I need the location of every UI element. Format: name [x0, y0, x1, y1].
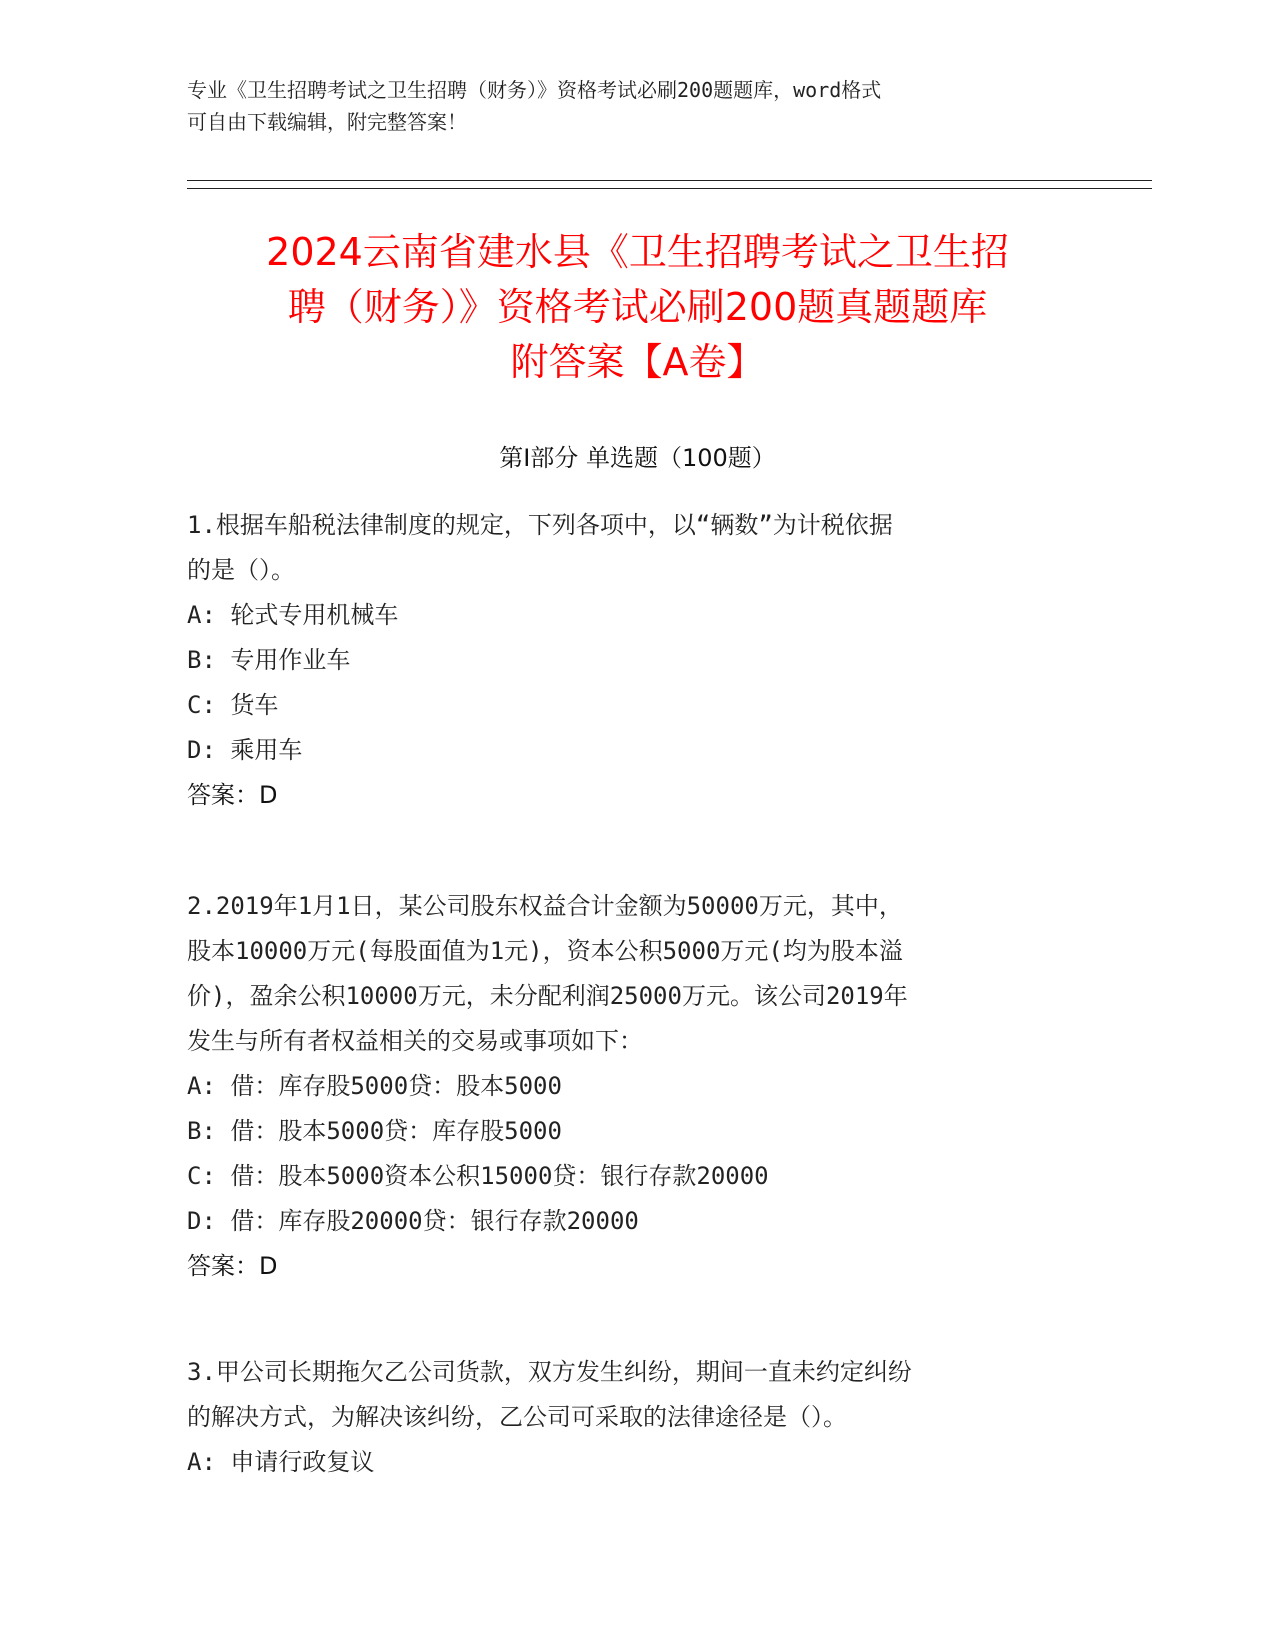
question-stem: 股本10000万元(每股面值为1元)，资本公积5000万元(均为股本溢	[187, 937, 903, 965]
question-stem: 发生与所有者权益相关的交易或事项如下：	[187, 1027, 643, 1055]
section-title: 第I部分 单选题（100题）	[499, 444, 776, 472]
option-c: C: 货车	[187, 691, 279, 719]
answer: 答案：D	[187, 1252, 278, 1280]
header-note-line: 可自由下载编辑，附完整答案！	[187, 110, 467, 134]
question-1	[187, 503, 1067, 818]
title-line: 2024云南省建水县《卫生招聘考试之卫生招	[266, 230, 1009, 274]
question-stem: 1.根据车船税法律制度的规定，下列各项中，以“辆数”为计税依据	[187, 511, 893, 539]
question-stem: 价)，盈余公积10000万元，未分配利润25000万元。该公司2019年	[187, 982, 908, 1010]
option-a: A: 借：库存股5000贷：股本5000	[187, 1072, 562, 1100]
option-d: D: 乘用车	[187, 736, 303, 764]
title-line: 附答案【A卷】	[510, 340, 765, 384]
answer: 答案：D	[187, 781, 278, 809]
document-title	[150, 225, 1125, 390]
header-divider	[187, 188, 1152, 189]
header-note	[187, 74, 1067, 138]
question-3	[187, 1350, 1067, 1485]
option-c: C: 借：股本5000资本公积15000贷：银行存款20000	[187, 1162, 769, 1190]
header-divider	[187, 180, 1152, 181]
option-b: B: 借：股本5000贷：库存股5000	[187, 1117, 562, 1145]
option-d: D: 借：库存股20000贷：银行存款20000	[187, 1207, 639, 1235]
option-a: A: 申请行政复议	[187, 1448, 375, 1476]
option-b: B: 专用作业车	[187, 646, 351, 674]
option-a: A: 轮式专用机械车	[187, 601, 399, 629]
question-stem: 3.甲公司长期拖欠乙公司货款，双方发生纠纷，期间一直未约定纠纷	[187, 1358, 912, 1386]
question-stem: 2.2019年1月1日，某公司股东权益合计金额为50000万元，其中，	[187, 892, 903, 920]
question-stem: 的解决方式，为解决该纠纷，乙公司可采取的法律途径是（）。	[187, 1403, 847, 1431]
question-stem: 的是（）。	[187, 556, 295, 584]
question-2	[187, 884, 1067, 1289]
title-line: 聘（财务）》资格考试必刷200题真题题库	[287, 285, 988, 329]
header-note-line: 专业《卫生招聘考试之卫生招聘（财务）》资格考试必刷200题题库，word格式	[187, 78, 882, 102]
